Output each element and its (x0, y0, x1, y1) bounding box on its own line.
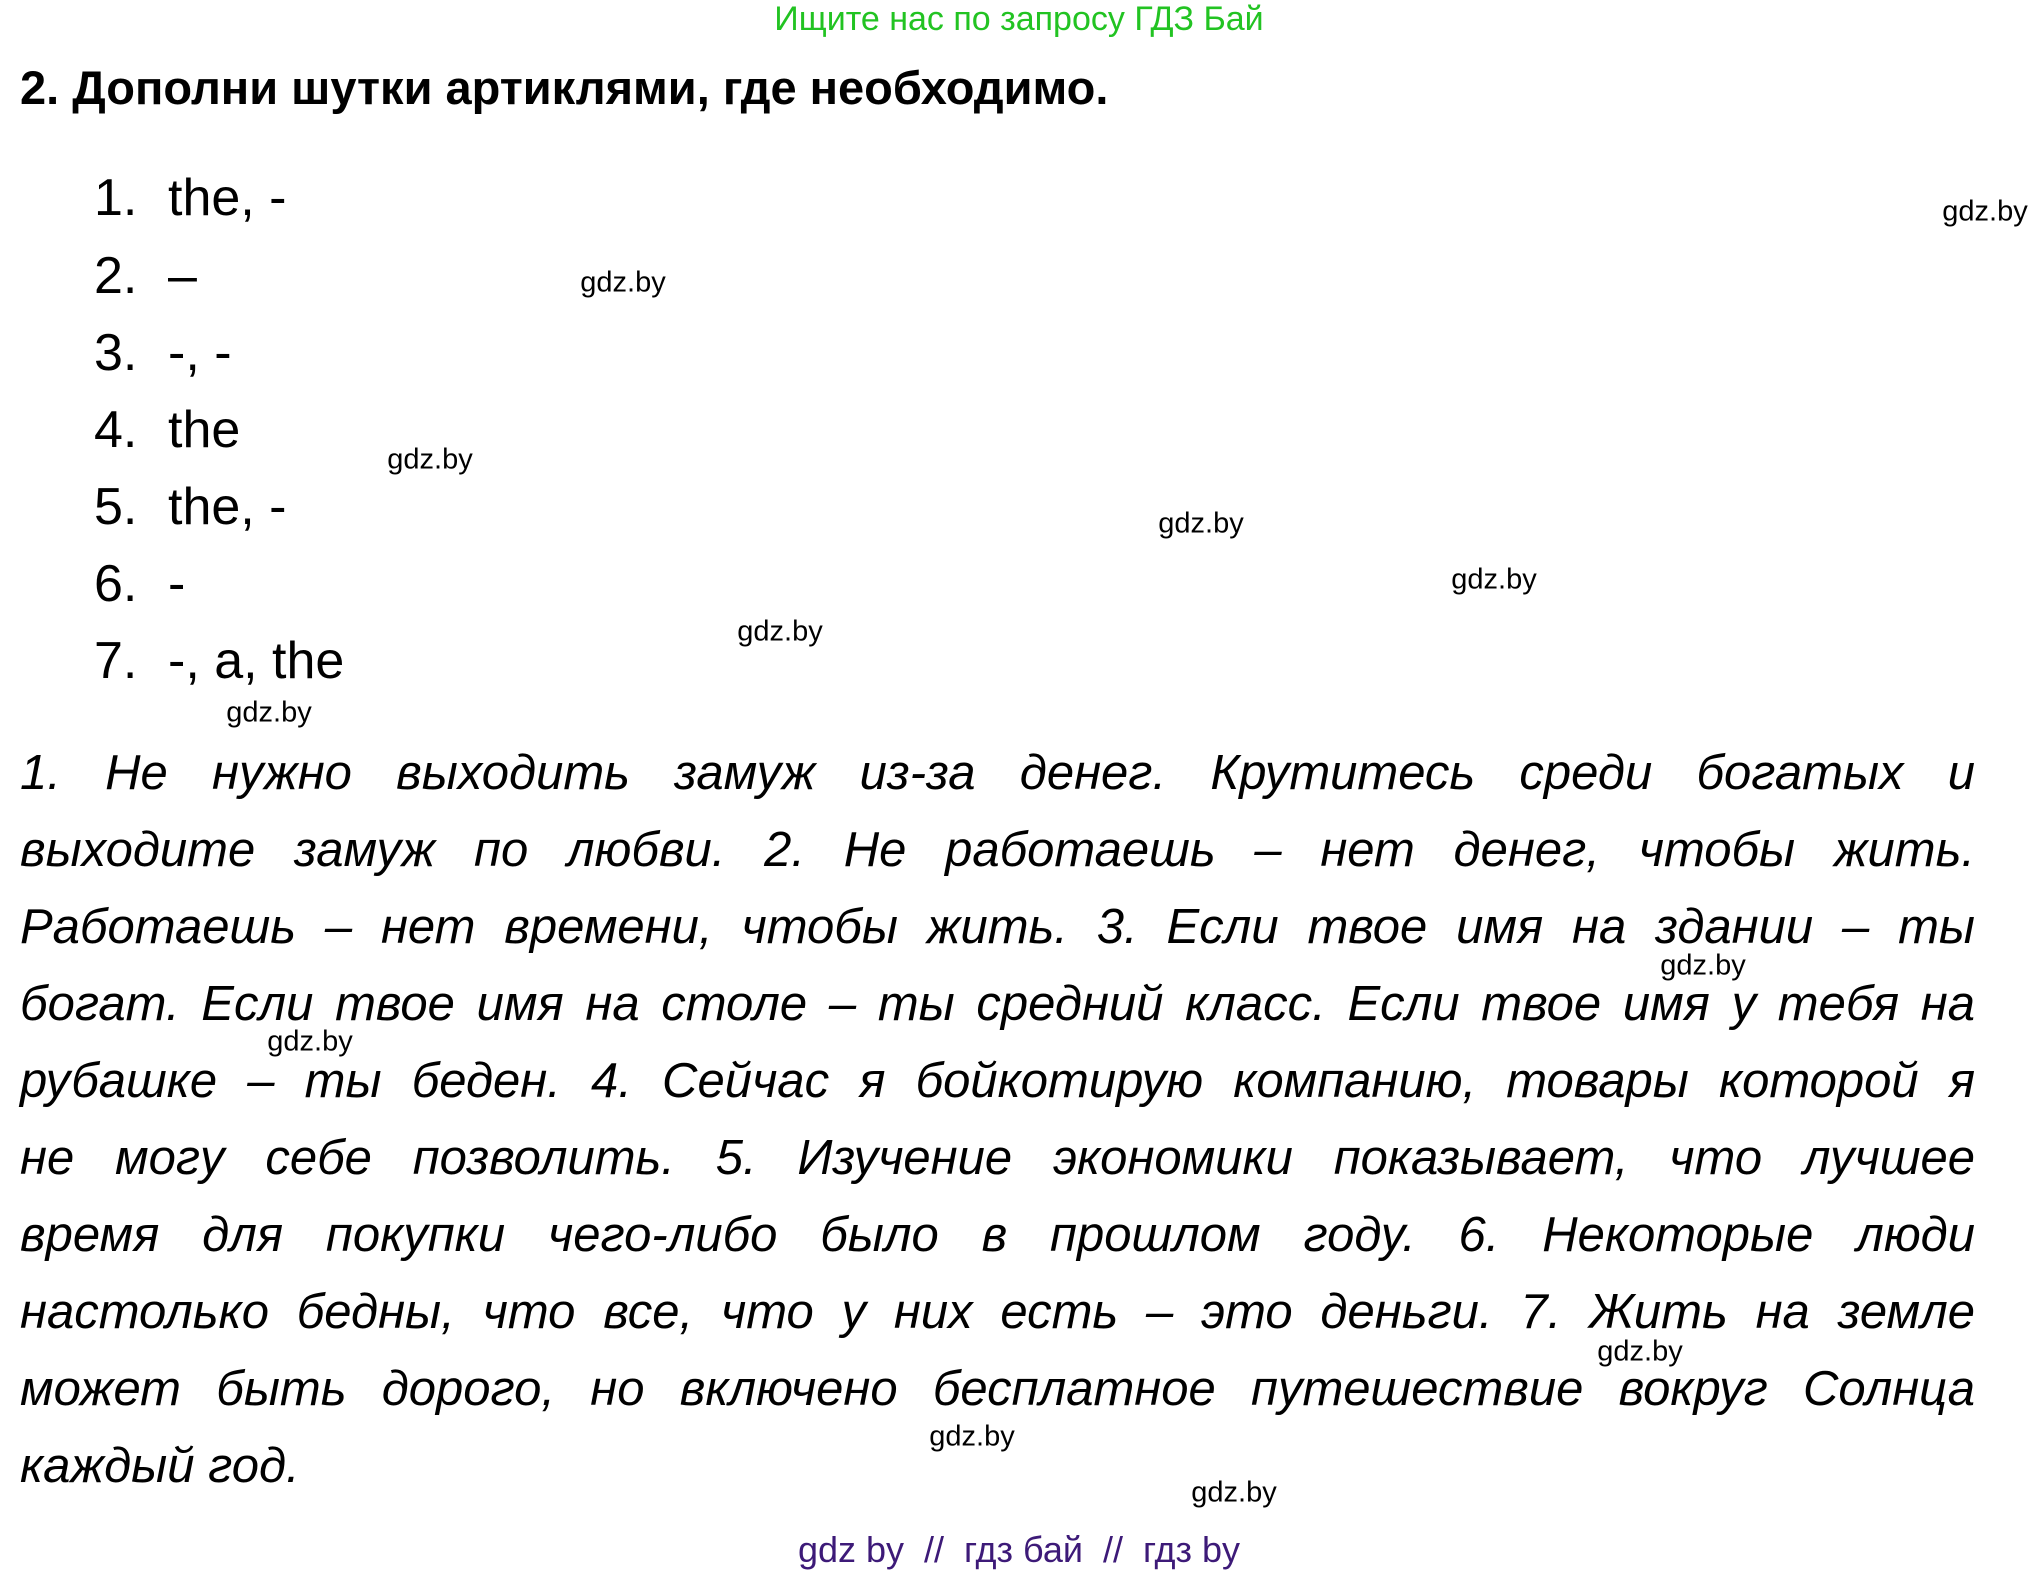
answer-number: 6. (94, 555, 138, 613)
header-banner: Ищите нас по запросу ГДЗ Бай (774, 0, 1264, 38)
watermark: gdz.by (580, 266, 666, 299)
translation-line: рубашке – ты беден. 4. Сейчас я бойкотирую компанию, товары которой я (20, 1054, 1975, 1108)
watermark: gdz.by (1191, 1476, 1277, 1509)
answer-text: the (168, 401, 241, 459)
answer-number: 2. (94, 247, 138, 305)
translation-line: Работаешь – нет времени, чтобы жить. 3. Если твое имя на здании – ты (20, 900, 1975, 954)
watermark: gdz.by (1451, 563, 1537, 596)
answer-text: -, a, the (168, 632, 345, 690)
translation-line: время для покупки чего-либо было в прошлом году. 6. Некоторые люди (20, 1208, 1975, 1262)
answer-number: 1. (94, 169, 138, 227)
answer-number: 3. (94, 324, 138, 382)
watermark: gdz.by (1158, 507, 1244, 540)
translation-line: может быть дорого, но включено бесплатное путешествие вокруг Солнца (20, 1362, 1975, 1416)
watermark: gdz.by (1660, 949, 1746, 982)
answer-text: -, - (168, 324, 232, 382)
watermark: gdz.by (226, 696, 312, 729)
answer-number: 7. (94, 632, 138, 690)
translation-line: настолько бедны, что все, что у них есть – это деньги. 7. Жить на земле (20, 1285, 1975, 1339)
translation-paragraph (20, 735, 1975, 1505)
watermark: gdz.by (737, 615, 823, 648)
footer-links: gdz by // гдз бай // гдз by (797, 1529, 1241, 1570)
watermark: gdz.by (267, 1025, 353, 1058)
translation-line: 1. Не нужно выходить замуж из-за денег. Крутитесь среди богатых и (20, 746, 1975, 800)
watermark: gdz.by (1597, 1335, 1683, 1368)
answer-text: - (168, 555, 186, 613)
watermark: gdz.by (929, 1420, 1015, 1453)
translation-line: не могу себе позволить. 5. Изучение экономики показывает, что лучшее (20, 1131, 1975, 1185)
translation-line: каждый год. (20, 1439, 300, 1493)
watermark: gdz.by (1942, 195, 2028, 228)
answer-number: 4. (94, 401, 138, 459)
translation-line: выходите замуж по любви. 2. Не работаешь – нет денег, чтобы жить. (20, 823, 1975, 877)
exercise-title: 2. Дополни шутки артиклями, где необходимо. (20, 61, 1109, 114)
translation-line: богат. Если твое имя на столе – ты средний класс. Если твое имя у тебя на (20, 977, 1975, 1031)
answer-text: the, - (168, 169, 287, 227)
watermark: gdz.by (387, 443, 473, 476)
answer-number: 5. (94, 478, 138, 536)
answer-text: the, - (168, 478, 287, 536)
answer-text: – (168, 247, 197, 305)
